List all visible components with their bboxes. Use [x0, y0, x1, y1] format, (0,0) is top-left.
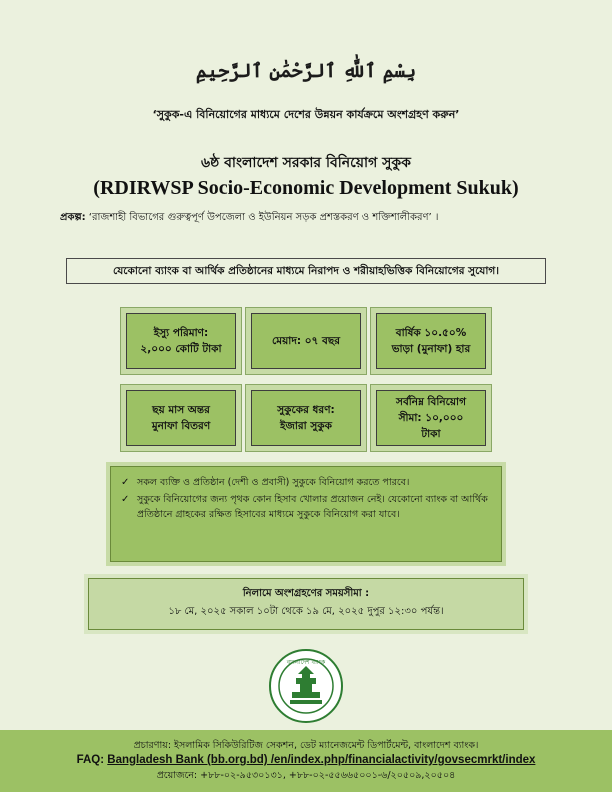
tenure-box — [251, 313, 361, 369]
sukuk-type-box — [251, 390, 361, 446]
project-line — [60, 210, 590, 227]
contact-line: প্রয়োজনে: +৮৮-০২-৯৫৩০১৩১, +৮৮-০২-৫৫৬৬৫০০১-৬/২০৫০৯,২০৫০৪ — [156, 770, 456, 781]
issue-amount-box — [126, 313, 236, 369]
logo-text: বাংলাদেশ ব্যাংক — [286, 659, 326, 666]
faq-link[interactable]: Bangladesh Bank (bb.org.bd) /en/index.php/financialactivity/govsecmrkt/index — [107, 754, 536, 766]
note-text: সুকুকে বিনিয়োগের জন্য পৃথক কোন হিসাব খোলার প্রয়োজন নেই। যেকোনো ব্যাংক বা আর্থিক প্রতিষ্ঠানে গ্রাহকের রক্ষিত হিসাবের মাধ্যমে সুকুকে বিনিয়োগ করা যাবে। — [137, 494, 488, 520]
rate-text: বার্ষিক ১০.৫০% ভাড়া (মুনাফা) হার — [391, 327, 471, 355]
auction-deadline — [88, 578, 524, 630]
deadline-title: নিলামে অংশগ্রহণের সময়সীমা : — [242, 588, 370, 599]
check-icon: ✓ — [121, 477, 130, 488]
note-text: সকল ব্যক্তি ও প্রতিষ্ঠান (দেশী ও প্রবাসী) সুকুকে বিনিয়োগ করতে পারবে। — [137, 477, 410, 488]
deadline-dates: ১৮ মে, ২০২৫ সকাল ১০টা থেকে ১৯ মে, ২০২৫ দুপুর ১২:৩০ পর্যন্ত। — [168, 606, 444, 617]
distribution-text: ছয় মাস অন্তর মুনাফা বিতরণ — [151, 404, 211, 432]
bismillah: بِسْمِ ٱللَّٰهِ ٱلرَّحْمَٰنِ ٱلرَّحِيمِ — [195, 60, 417, 82]
note-item — [121, 492, 491, 522]
project-text: ‘রাজশাহী বিভাগের গুরুত্বপূর্ণ উপজেলা ও ইউনিয়ন সড়ক প্রশস্তকরণ ও শক্তিশালীকরণ’ । — [85, 212, 439, 223]
faq-line — [0, 753, 612, 768]
sukuk-title: ৬ষ্ঠ বাংলাদেশ সরকার বিনিয়োগ সুকুক — [201, 155, 411, 171]
bangladesh-bank-logo — [268, 648, 344, 724]
issue-amount-text: ইস্যু পরিমাণ: ২,০০০ কোটি টাকা — [140, 327, 222, 355]
opportunity-banner: যেকোনো ব্যাংক বা আর্থিক প্রতিষ্ঠানের মাধ্যমে নিরাপদ ও শরীয়াহভিত্তিক বিনিয়োগের সুযোগ। — [66, 258, 546, 284]
faq-label: FAQ: — [76, 754, 105, 766]
eligibility-notes — [110, 466, 502, 562]
slogan: ‘সুকুক-এ বিনিয়োগের মাধ্যমে দেশের উন্নয়ন কার্যক্রমে অংশগ্রহণ করুন’ — [152, 108, 460, 121]
footer — [0, 730, 612, 792]
tenure-text: মেয়াদ: ০৭ বছর — [272, 335, 340, 347]
min-investment-box — [376, 390, 486, 446]
sukuk-type-text: সুকুকের ধরণ: ইজারা সুকুক — [277, 404, 335, 432]
check-icon: ✓ — [121, 494, 130, 505]
publicity-line: প্রচারণায়: ইসলামিক সিকিউরিটিজ সেকশন, ডেট ম্যানেজমেন্ট ডিপার্টমেন্ট, বাংলাদেশ ব্যাংক। — [133, 740, 479, 751]
rate-box — [376, 313, 486, 369]
project-label: প্রকল্প: — [60, 212, 86, 223]
min-investment-text: সর্বনিম্ন বিনিয়োগ সীমা: ১০,০০০ টাকা — [396, 396, 466, 440]
note-item — [121, 475, 491, 490]
distribution-box — [126, 390, 236, 446]
english-title: (RDIRWSP Socio-Economic Development Sukuk) — [93, 177, 519, 199]
